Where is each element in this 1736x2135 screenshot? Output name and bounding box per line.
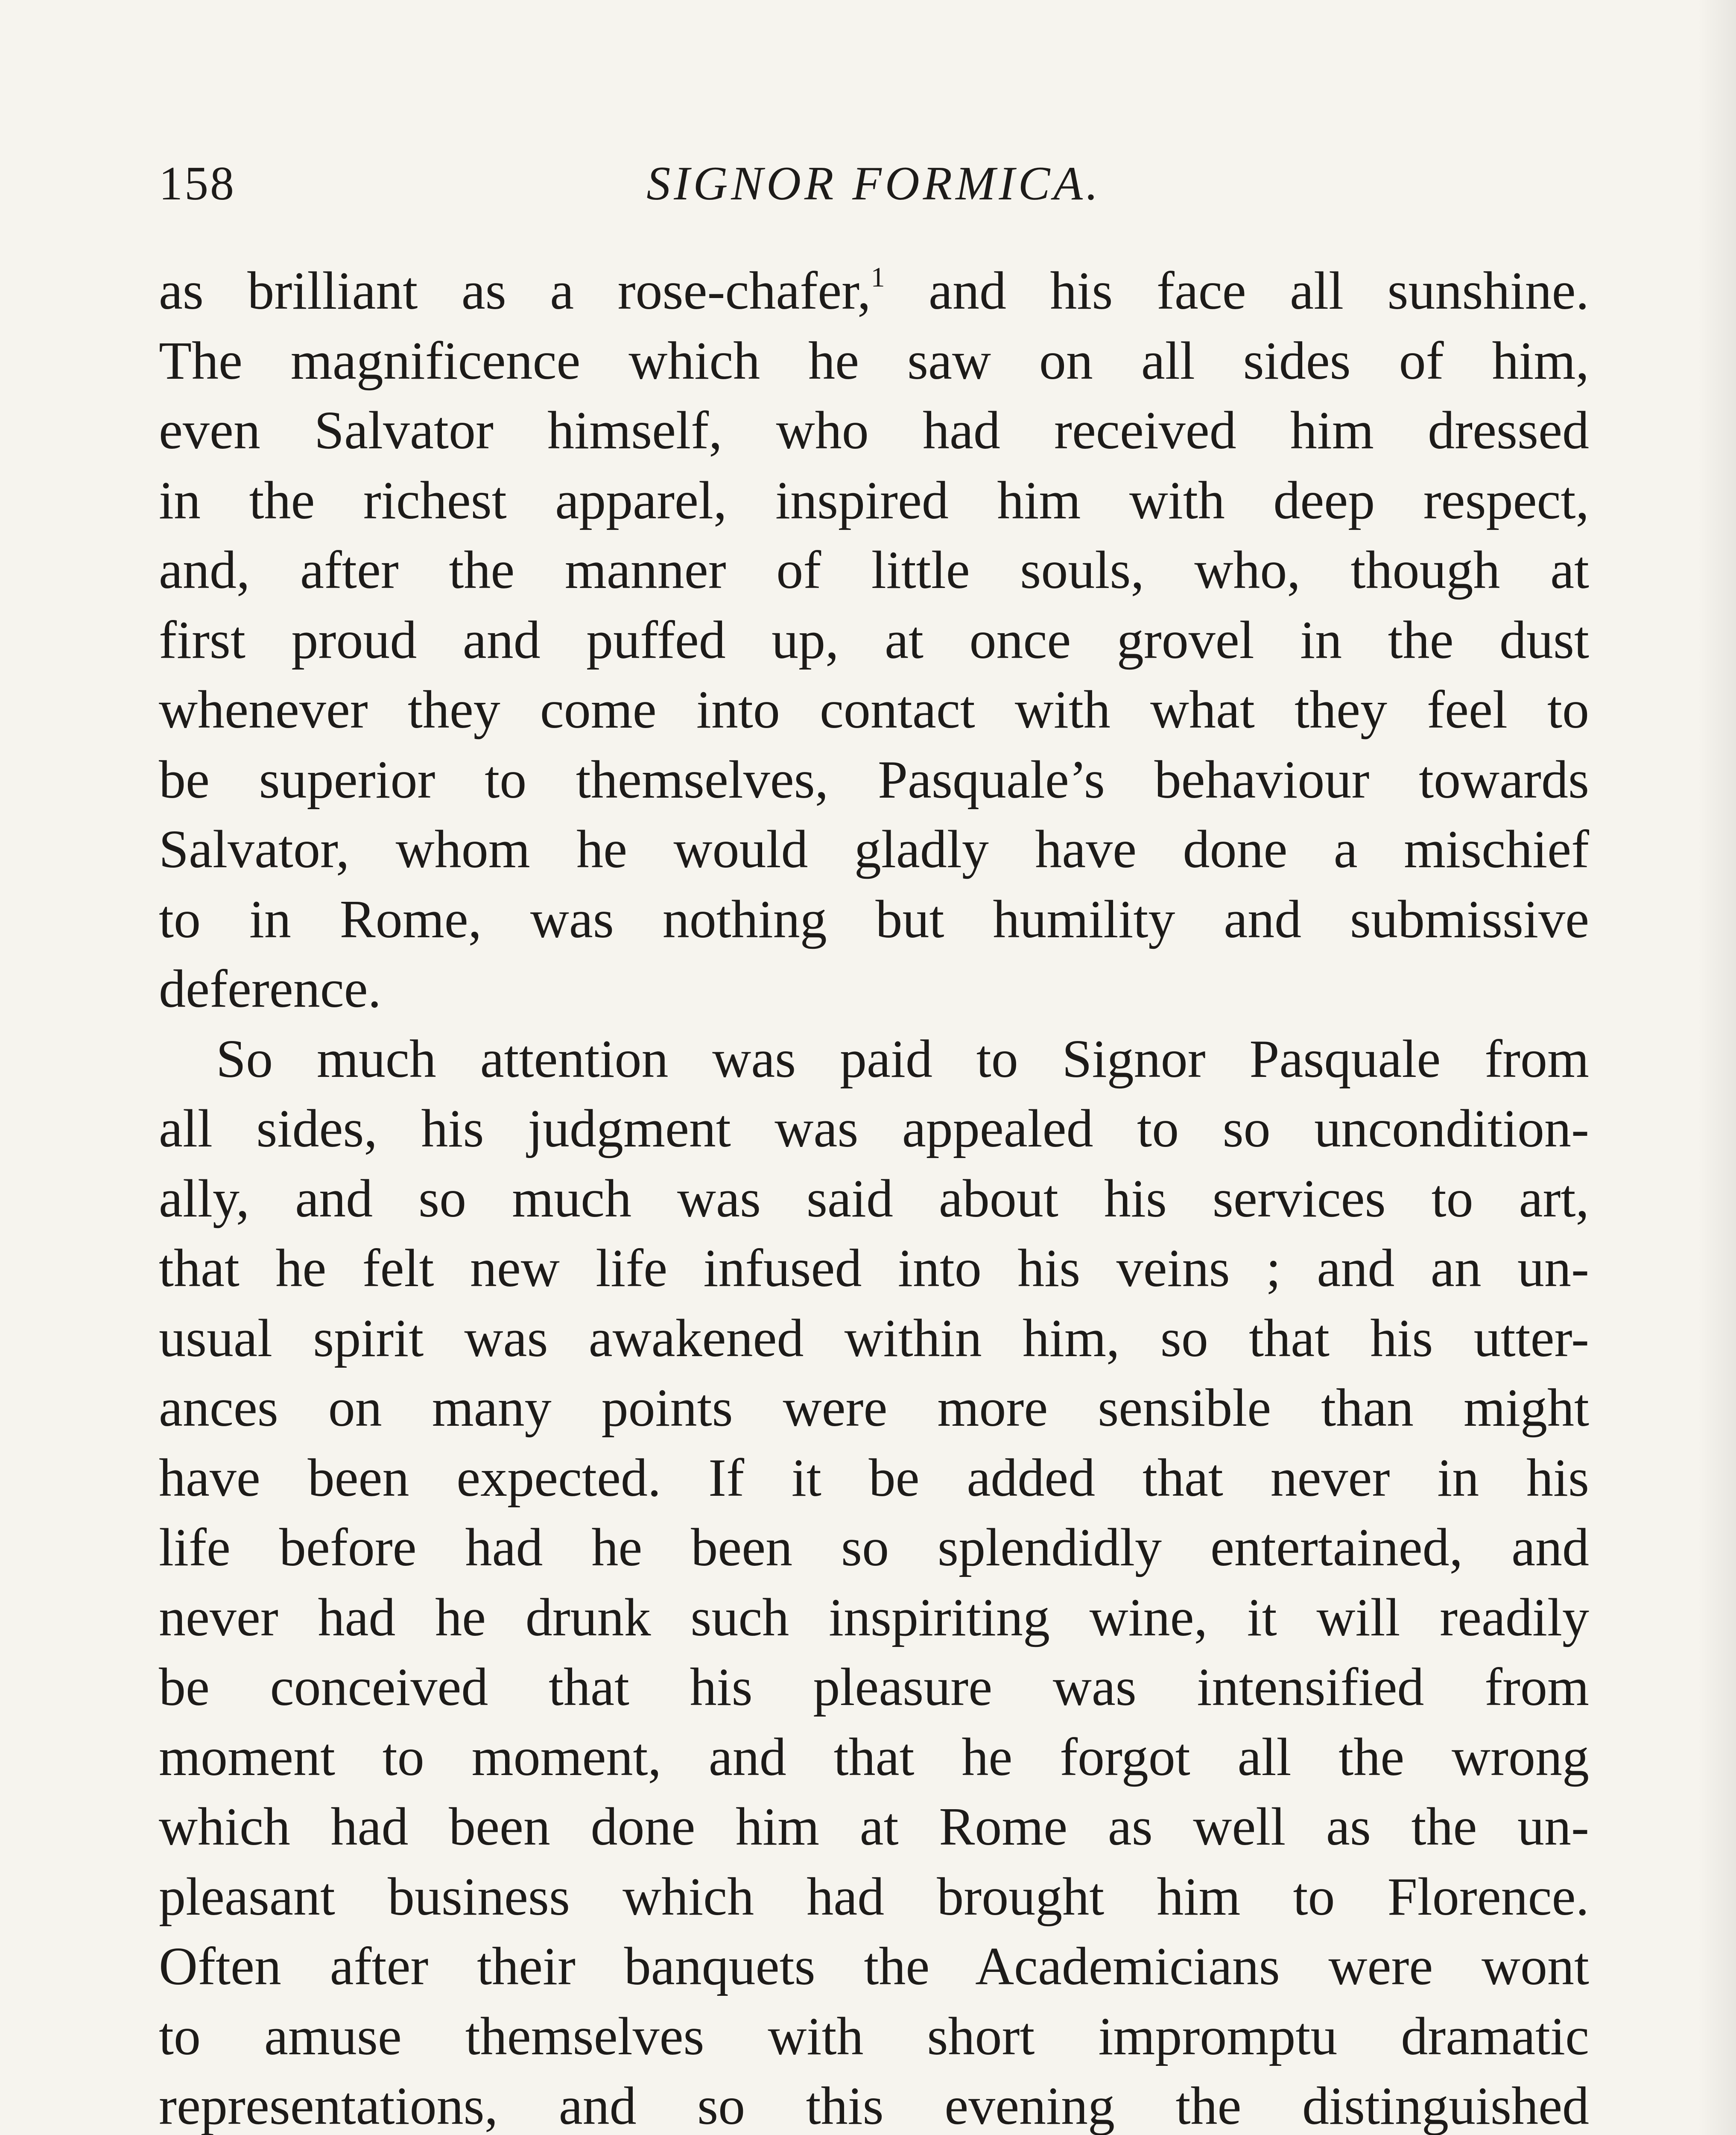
text-line: as brilliant as a rose-chafer,$^1$ and his face all sunshine. — [159, 261, 1589, 321]
text-line: to amuse themselves with short impromptu dramatic — [159, 2006, 1589, 2066]
text-line: never had he drunk such inspiriting wine, it will readily — [159, 1588, 1589, 1647]
footnote-reference: 1 — [871, 262, 885, 293]
text-line: representations, and so this evening the distinguished — [159, 2077, 1589, 2135]
text-line: have been expected. If it be added that never in his — [159, 1448, 1589, 1508]
text-line: So much attention was paid to Signor Pasquale from — [216, 1029, 1589, 1089]
text-line: be superior to themselves, Pasquale’s behaviour towards — [159, 750, 1589, 810]
text-line: ally, and so much was said about his services to art, — [159, 1169, 1589, 1228]
text-line: deference. — [159, 959, 382, 1019]
text-line: The magnificence which he saw on all sides of him, — [159, 331, 1589, 391]
text-line: pleasant business which had brought him to Florence. — [159, 1867, 1589, 1927]
page-header — [159, 154, 1589, 222]
page-edge-shadow — [1698, 0, 1736, 2135]
page-number: 158 — [159, 157, 236, 210]
text-line: to in Rome, was nothing but humility and submissive — [159, 889, 1589, 949]
text-line: in the richest apparel, inspired him with deep respect, — [159, 471, 1589, 530]
text-line: which had been done him at Rome as well as the un- — [159, 1797, 1589, 1857]
body-text — [159, 256, 1589, 2135]
text-line: ances on many points were more sensible than might — [159, 1378, 1589, 1438]
text-line: be conceived that his pleasure was intensified from — [159, 1658, 1589, 1717]
text-line: moment to moment, and that he forgot all the wrong — [159, 1727, 1589, 1787]
running-head: SIGNOR FORMICA. — [646, 157, 1102, 210]
text-line: whenever they come into contact with what they feel to — [159, 680, 1589, 740]
text-line: even Salvator himself, who had received him dressed — [159, 401, 1589, 460]
text-line: Often after their banquets the Academicians were wont — [159, 1937, 1589, 1996]
text-line: Salvator, whom he would gladly have done a mischief — [159, 820, 1589, 879]
text-line: first proud and puffed up, at once grovel in the dust — [159, 610, 1589, 670]
text-line: that he felt new life infused into his veins ; and an un- — [159, 1239, 1589, 1298]
text-line: and, after the manner of little souls, who, though at — [159, 541, 1589, 600]
text-line: life before had he been so splendidly entertained, and — [159, 1518, 1589, 1577]
text-line: usual spirit was awakened within him, so that his utter- — [159, 1308, 1589, 1368]
text-line: all sides, his judgment was appealed to so uncondition- — [159, 1099, 1589, 1158]
